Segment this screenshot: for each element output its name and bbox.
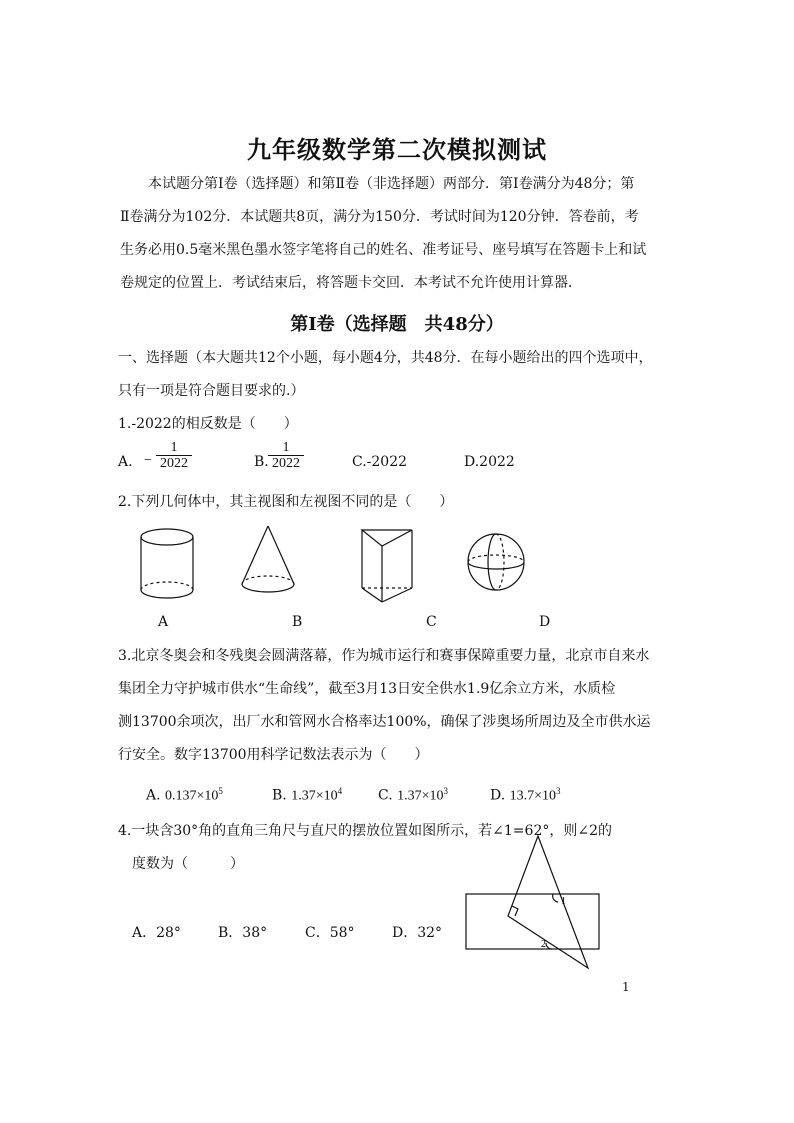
question-3-stem xyxy=(118,640,683,772)
option-d: D.2022 xyxy=(464,454,515,470)
page-number: 1 xyxy=(622,980,630,994)
ruler-triangle-figure xyxy=(460,830,610,975)
option-exponent: 3 xyxy=(556,786,561,796)
question-3-line: 行安全。数字13700用科学记数法表示为（ ） xyxy=(118,747,429,763)
option-base: 0.137×10 xyxy=(165,788,219,804)
question-3-line: 测13700余项次，出厂水和管网水合格率达100%，确保了涉奥场所周边及全市供水运 xyxy=(118,714,651,730)
part-intro-line: 一、选择题（本大题共12个小题，每小题4分，共48分．在每小题给出的四个选项中， xyxy=(118,350,653,366)
option-base: 1.37×10 xyxy=(397,788,444,804)
figure-label-b: B xyxy=(292,614,303,630)
question-4-line: 度数为（ ） xyxy=(132,856,244,872)
q4-option-c: C．58° xyxy=(305,925,355,941)
q3-option-d xyxy=(490,786,561,805)
figure-label-c: C xyxy=(426,614,437,630)
option-base: 1.37×10 xyxy=(291,788,338,804)
fraction-numerator: 1 xyxy=(268,440,304,456)
question-3-line: 集团全力守护城市供水“生命线”，截至3月13日安全供水1.9亿余立方米，水质检 xyxy=(118,681,616,697)
option-label: D. xyxy=(490,787,506,804)
option-exponent: 3 xyxy=(443,786,449,796)
figure-label-d: D xyxy=(539,614,551,630)
option-a-sign: − xyxy=(144,453,152,468)
fraction-numerator: 1 xyxy=(156,440,192,456)
exam-instructions xyxy=(120,168,680,300)
intro-line: 生务必用0.5毫米黑色墨水签字笔将自己的姓名、准考证号、座号填写在答题卡上和试 xyxy=(120,242,647,258)
option-base: 13.7×10 xyxy=(509,788,557,804)
option-a-fraction xyxy=(156,440,192,472)
intro-line: Ⅱ卷满分为102分．本试题共8页，满分为150分．考试时间为120分钟．答卷前，考 xyxy=(120,209,639,225)
question-2-stem: 2.下列几何体中，其主视图和左视图不同的是（ ） xyxy=(118,494,454,510)
intro-line: 卷规定的位置上．考试结束后，将答题卡交回．本考试不允许使用计算器． xyxy=(120,275,582,291)
fraction-denominator: 2022 xyxy=(272,456,300,472)
option-b-fraction xyxy=(268,440,304,472)
option-a-label: A. xyxy=(118,454,133,470)
section-title: 第Ⅰ卷（选择题 共48分） xyxy=(290,314,504,335)
option-c: C.-2022 xyxy=(352,454,408,470)
cone-figure xyxy=(242,526,294,592)
part-instructions xyxy=(118,342,683,408)
option-label: B. xyxy=(272,787,287,804)
option-exponent: 4 xyxy=(337,786,343,796)
cylinder-figure xyxy=(141,529,193,598)
option-exponent: 5 xyxy=(218,786,223,796)
page-title: 九年级数学第二次模拟测试 xyxy=(247,135,547,164)
question-1-stem: 1.-2022的相反数是（ ） xyxy=(118,416,298,432)
question-1-options xyxy=(118,440,598,486)
ruler-rectangle xyxy=(466,894,599,949)
sphere-figure xyxy=(468,534,524,590)
q4-option-b: B．38° xyxy=(218,925,268,941)
q3-option-a xyxy=(146,786,223,805)
q3-option-b xyxy=(272,786,342,805)
intro-line: 本试题分第Ⅰ卷（选择题）和第Ⅱ卷（非选择题）两部分．第Ⅰ卷满分为48分；第 xyxy=(148,176,635,192)
triangle-ruler xyxy=(508,836,588,968)
question-3-line: 3.北京冬奥会和冬残奥会圆满落幕，作为城市运行和赛事保障重要力量，北京市自来水 xyxy=(118,648,650,664)
angle-2-label: 2 xyxy=(541,939,546,950)
option-label: A. xyxy=(146,787,161,804)
prism-figure xyxy=(362,530,412,602)
part-intro-line: 只有一项是符合题目要求的.） xyxy=(118,383,305,399)
angle-1-label: 1 xyxy=(561,896,566,907)
question-4-line: 4.一块含30°角的直角三角尺与直尺的摆放位置如图所示，若∠1=62°，则∠2的 xyxy=(118,823,612,839)
q4-option-d: D．32° xyxy=(392,925,443,941)
q3-option-c xyxy=(378,786,448,805)
option-b-label: B. xyxy=(254,454,269,470)
fraction-denominator: 2022 xyxy=(160,456,188,472)
solid-figures xyxy=(130,520,550,610)
q4-option-a: A．28° xyxy=(132,925,181,941)
option-label: C. xyxy=(378,787,393,804)
figure-label-a: A xyxy=(158,614,169,630)
